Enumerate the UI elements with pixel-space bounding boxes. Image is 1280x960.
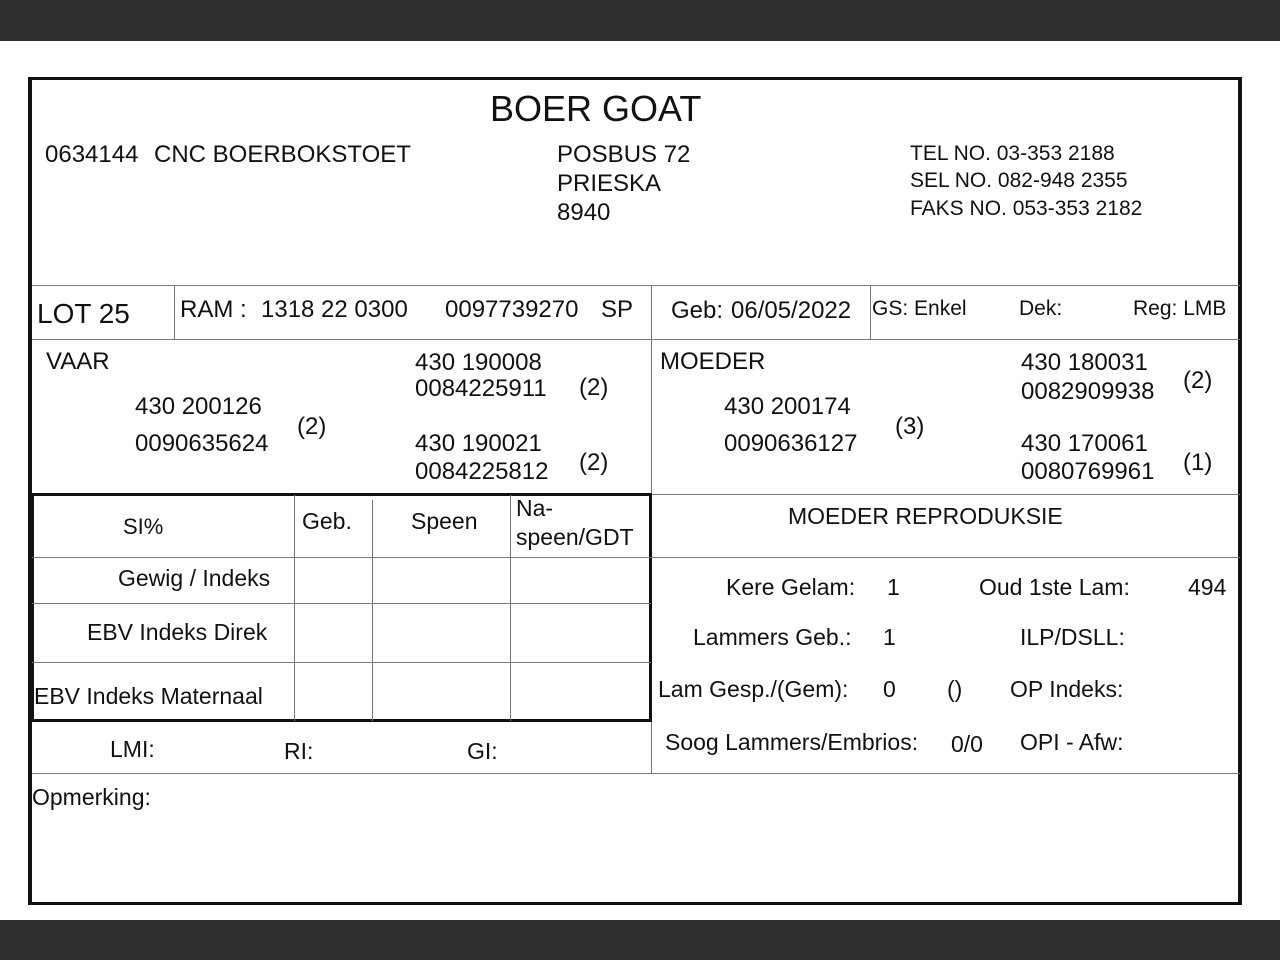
geb-date: 06/05/2022 bbox=[731, 297, 852, 324]
divider-perf-header bbox=[32, 557, 1240, 558]
divider-perf-col-1 bbox=[294, 495, 295, 721]
dam-number: 0090636127 bbox=[724, 430, 858, 457]
breeder-number: 0634144 bbox=[45, 141, 139, 168]
divider-repro-top bbox=[651, 494, 1240, 495]
dam-dam-grade: (1) bbox=[1183, 449, 1213, 476]
gs-status: GS: Enkel bbox=[872, 297, 967, 320]
sire-sire-number: 0084225911 bbox=[415, 375, 547, 402]
oud-1ste-lam-value: 494 bbox=[1188, 574, 1227, 600]
col-geb-header: Geb. bbox=[302, 508, 352, 534]
lam-gem-value: () bbox=[947, 676, 963, 702]
remarks-label: Opmerking: bbox=[32, 784, 151, 810]
op-indeks-label: OP Indeks: bbox=[1010, 676, 1124, 702]
lammers-geb-label: Lammers Geb.: bbox=[693, 624, 852, 650]
tel-number: TEL NO. 03-353 2188 bbox=[910, 142, 1115, 165]
reg-label: Reg: LMB bbox=[1133, 297, 1227, 320]
breeder-name: CNC BOERBOKSTOET bbox=[154, 141, 411, 168]
col-speen-header: Speen bbox=[411, 508, 478, 534]
sel-number: SEL NO. 082-948 2355 bbox=[910, 169, 1128, 192]
opi-afw-label: OPI - Afw: bbox=[1020, 729, 1124, 755]
divider-lot bbox=[174, 285, 175, 339]
col-naspeen-header-2: speen/GDT bbox=[516, 524, 634, 550]
dam-dam-number: 0080769961 bbox=[1021, 458, 1155, 485]
sire-label: VAAR bbox=[46, 348, 110, 375]
ram-reg-number: 0097739270 bbox=[445, 296, 579, 323]
col-naspeen-header-1: Na- bbox=[516, 495, 554, 521]
dam-grade: (3) bbox=[895, 413, 925, 440]
kere-gelam-label: Kere Gelam: bbox=[726, 574, 856, 600]
bottom-bar bbox=[0, 920, 1280, 960]
dam-id: 430 200174 bbox=[724, 393, 851, 420]
divider-perf-row-2 bbox=[32, 662, 651, 663]
soog-lammers-label: Soog Lammers/Embrios: bbox=[665, 729, 919, 755]
dam-label: MOEDER bbox=[660, 348, 766, 375]
faks-number: FAKS NO. 053-353 2182 bbox=[910, 197, 1143, 220]
dam-dam-id: 430 170061 bbox=[1021, 430, 1148, 457]
top-bar bbox=[0, 0, 1280, 41]
ram-label: RAM : bbox=[180, 296, 247, 323]
ilp-dsll-label: ILP/DSLL: bbox=[1020, 624, 1125, 650]
ram-id: 1318 22 0300 bbox=[261, 296, 408, 323]
gi-label: GI: bbox=[467, 738, 498, 764]
lam-gesp-value: 0 bbox=[883, 676, 896, 702]
divider-geb bbox=[870, 285, 871, 339]
divider-header bbox=[32, 285, 1240, 286]
dek-label: Dek: bbox=[1019, 297, 1063, 320]
perf-table-right bbox=[649, 493, 652, 722]
sire-sire-id: 430 190008 bbox=[415, 349, 542, 376]
divider-perf-col-3 bbox=[510, 495, 511, 721]
lam-gesp-label: Lam Gesp./(Gem): bbox=[658, 676, 849, 702]
address-line-2: PRIESKA bbox=[557, 170, 662, 197]
page-title: BOER GOAT bbox=[490, 88, 702, 129]
sire-dam-grade: (2) bbox=[579, 449, 609, 476]
lammers-geb-value: 1 bbox=[883, 624, 896, 650]
perf-table-top bbox=[32, 493, 651, 496]
dam-sire-id: 430 180031 bbox=[1021, 349, 1148, 376]
ram-class: SP bbox=[601, 296, 634, 323]
row-ebv-maternaal: EBV Indeks Maternaal bbox=[34, 683, 263, 709]
divider-perf-col-2 bbox=[372, 500, 373, 721]
lot-number: LOT 25 bbox=[37, 298, 130, 329]
sire-number: 0090635624 bbox=[135, 430, 269, 457]
address-line-3: 8940 bbox=[557, 199, 611, 226]
ri-label: RI: bbox=[284, 738, 314, 764]
geb-label: Geb: bbox=[671, 297, 724, 324]
row-gewig-indeks: Gewig / Indeks bbox=[118, 565, 271, 591]
oud-1ste-lam-label: Oud 1ste Lam: bbox=[979, 574, 1130, 600]
divider-perf-row-1 bbox=[32, 603, 651, 604]
dam-sire-grade: (2) bbox=[1183, 367, 1213, 394]
divider-lot-row bbox=[32, 339, 1240, 340]
si-label: SI% bbox=[123, 514, 164, 539]
sire-dam-number: 0084225812 bbox=[415, 458, 549, 485]
soog-lammers-value: 0/0 bbox=[951, 731, 983, 757]
dam-sire-number: 0082909938 bbox=[1021, 378, 1155, 405]
sire-sire-grade: (2) bbox=[579, 374, 609, 401]
kere-gelam-value: 1 bbox=[887, 574, 900, 600]
row-ebv-direk: EBV Indeks Direk bbox=[87, 619, 268, 645]
reproduction-title: MOEDER REPRODUKSIE bbox=[788, 503, 1063, 529]
divider-remarks bbox=[32, 773, 1240, 774]
perf-table-bottom bbox=[32, 719, 651, 722]
sire-dam-id: 430 190021 bbox=[415, 430, 542, 457]
lmi-label: LMI: bbox=[110, 736, 155, 762]
address-line-1: POSBUS 72 bbox=[557, 141, 691, 168]
sire-id: 430 200126 bbox=[135, 393, 262, 420]
sire-grade: (2) bbox=[297, 413, 327, 440]
